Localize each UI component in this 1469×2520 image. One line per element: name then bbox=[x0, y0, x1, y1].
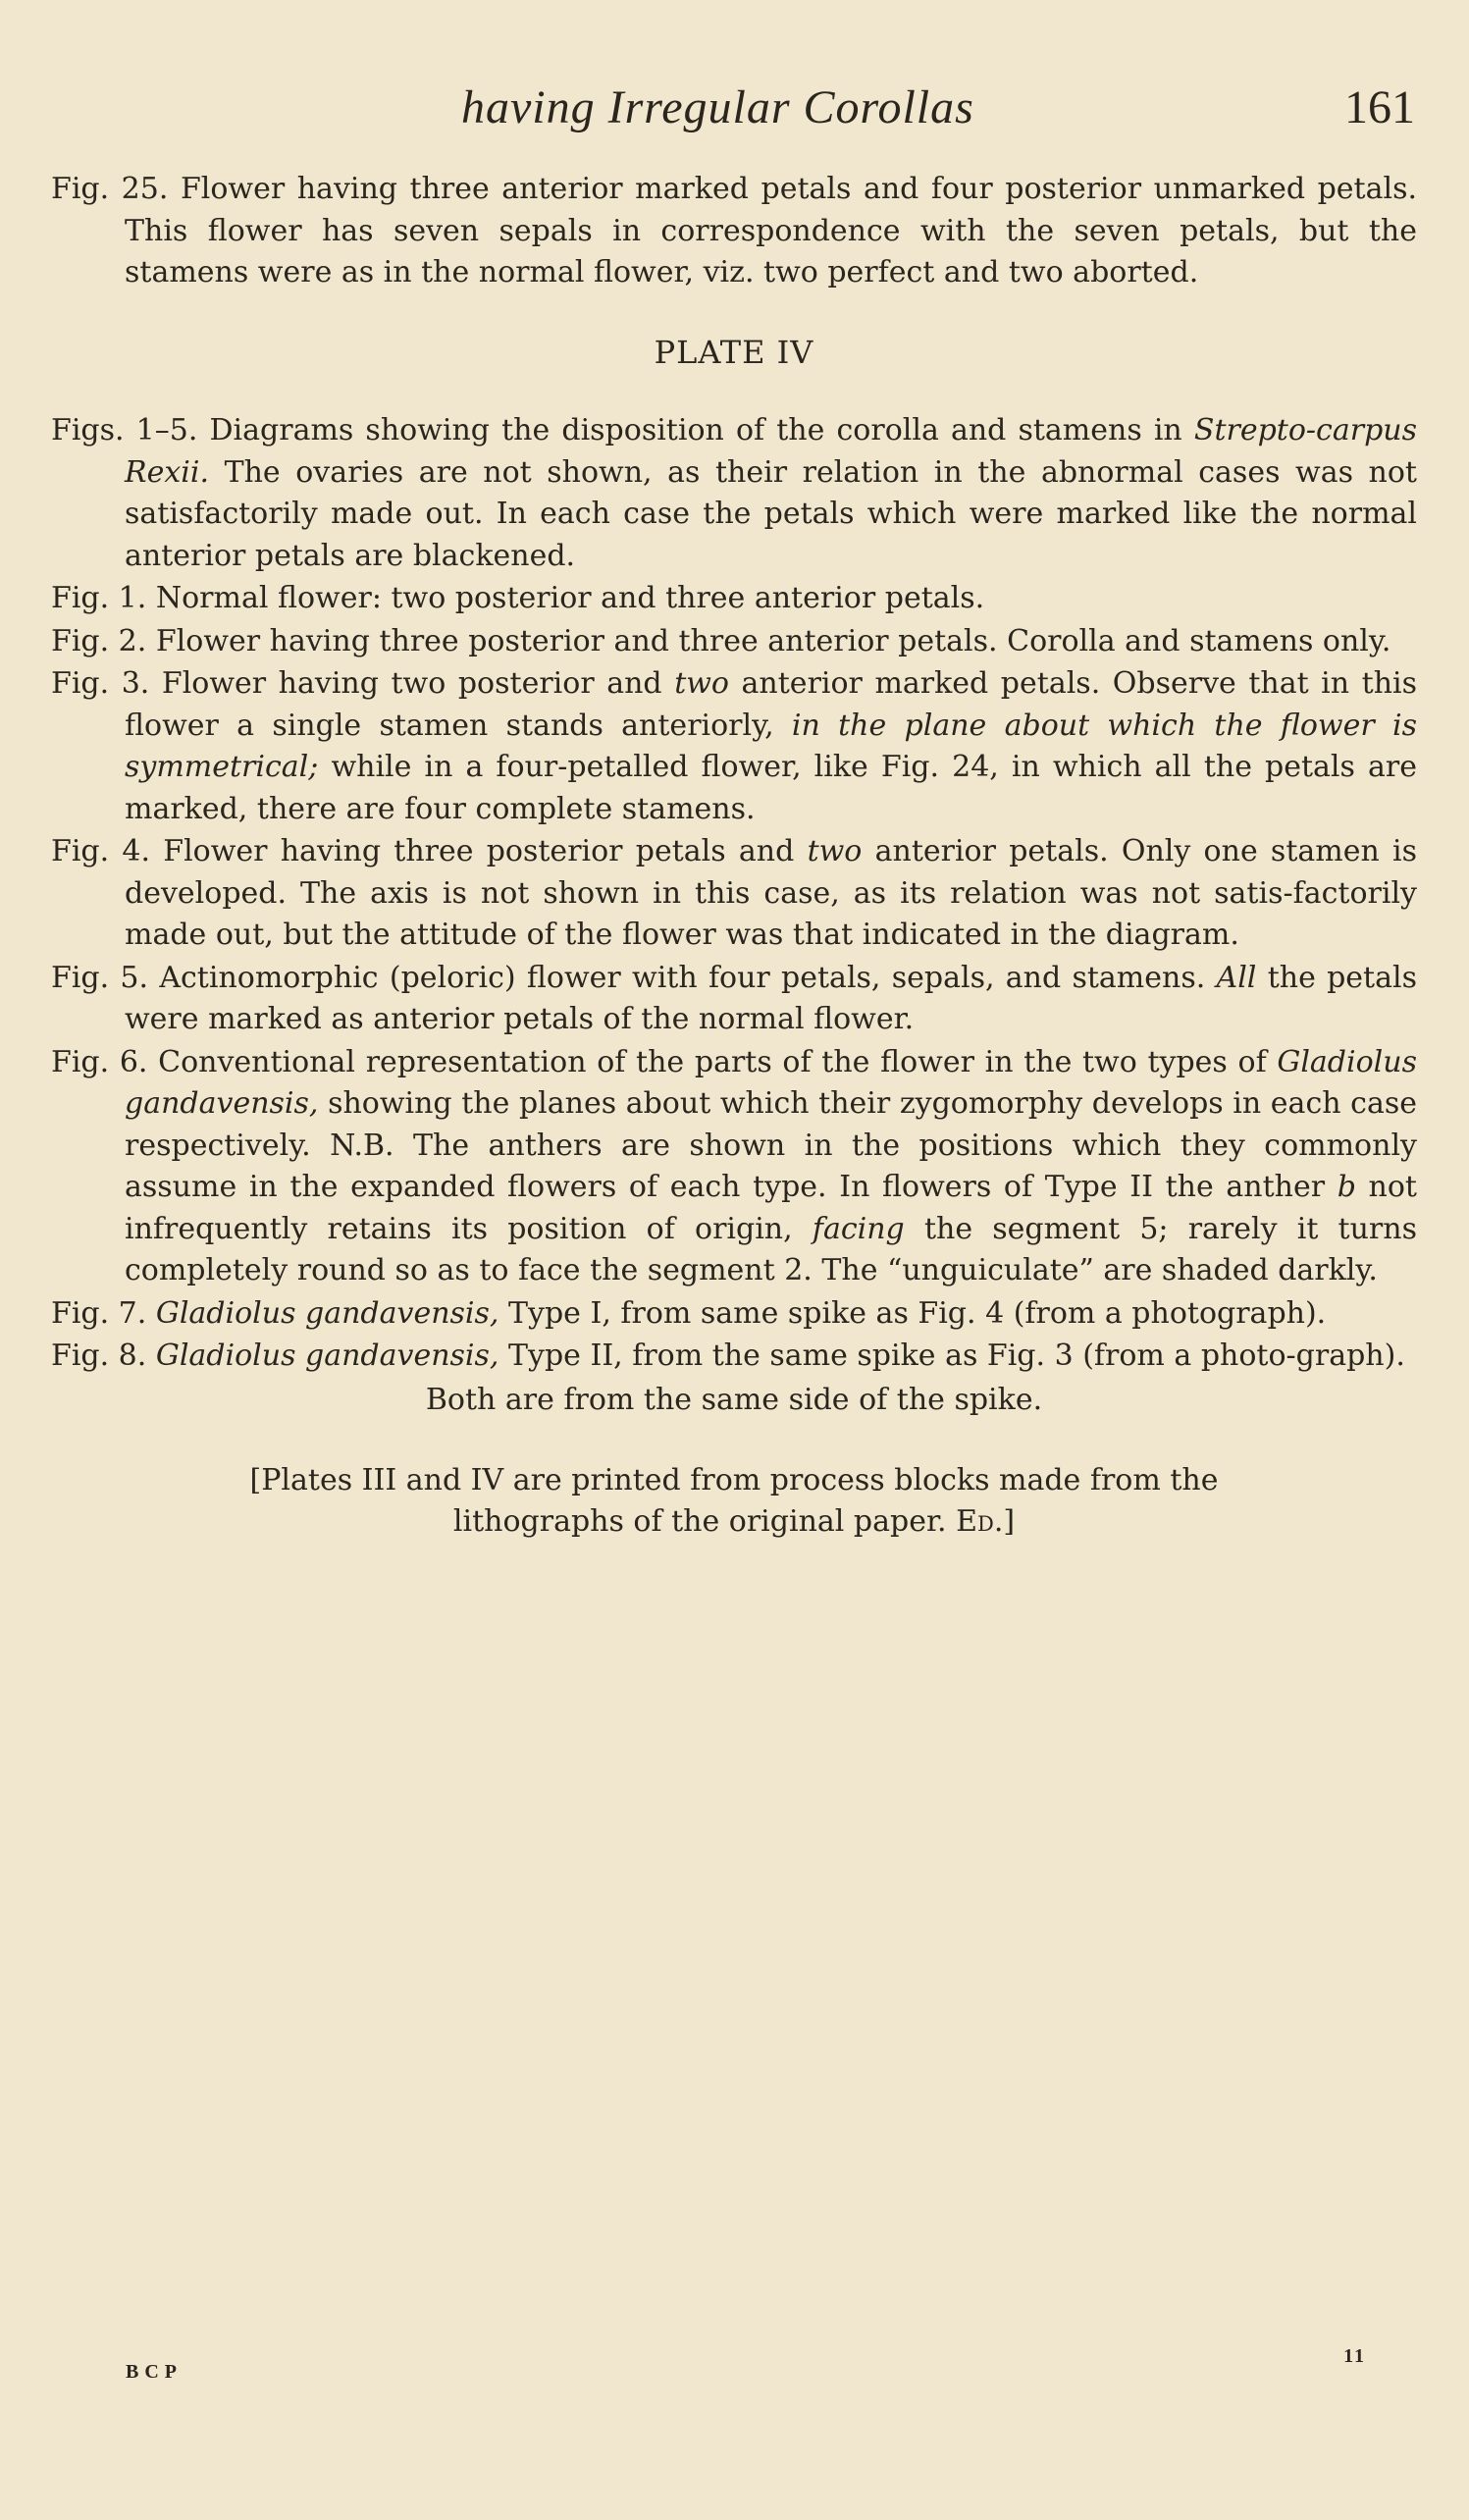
running-title: having Irregular Corollas bbox=[461, 81, 974, 133]
caption-text: Diagrams showing the disposition of the corolla and stamens in bbox=[209, 413, 1182, 447]
figs-1-5-caption bbox=[51, 410, 1417, 577]
fig-7-caption bbox=[51, 1293, 1417, 1336]
editor-note-text: [Plates III and IV are printed from process blocks made from the lithographs of the original paper. bbox=[249, 1463, 1219, 1539]
fig-25-caption bbox=[51, 169, 1417, 294]
fig-label: Fig. 4. bbox=[51, 834, 151, 868]
caption-text: not infrequently retains its position of origin, bbox=[125, 1170, 1417, 1246]
fig-label: Fig. 6. bbox=[51, 1044, 148, 1079]
caption-text: Flower having two posterior and bbox=[161, 666, 662, 701]
emphasis: facing bbox=[812, 1211, 905, 1246]
caption-text: The ovaries are not shown, as their relation in the abnormal cases was not satisfactorily made out. In each case the petals which were marked like the normal anterior petals are blackened. bbox=[125, 454, 1417, 573]
fig-label: Fig. 7. bbox=[51, 1295, 147, 1331]
caption-text: Flower having three posterior petals and bbox=[163, 834, 795, 868]
caption-text: Type I, from same spike as Fig. 4 (from a photograph). bbox=[508, 1295, 1327, 1331]
both-note: Both are from the same side of the spike. bbox=[425, 1382, 1043, 1417]
caption-text: Normal flower: two posterior and three anterior petals. bbox=[155, 581, 985, 615]
caption-text: Flower having three anterior marked petals and four posterior unmarked petals. This flower has seven sepals in correspondence with the seven petals, but the stamens were as in the normal flower, viz. two perfect and two aborted. bbox=[125, 172, 1418, 289]
fig-5-caption bbox=[51, 958, 1417, 1041]
fig-label: Figs. 1–5. bbox=[51, 413, 198, 447]
plate-heading: PLATE IV bbox=[654, 333, 814, 371]
page-number: 161 bbox=[1344, 81, 1415, 133]
caption-text: Flower having three posterior and three anterior petals. Corolla and stamens only. bbox=[155, 623, 1391, 658]
printer-signature: BCP bbox=[126, 2361, 183, 2383]
emphasis: two bbox=[807, 834, 863, 868]
caption-text: Conventional representation of the parts of the flower in the two types of bbox=[158, 1044, 1267, 1079]
caption-text: Actinomorphic (peloric) flower with four petals, sepals, and stamens. bbox=[159, 960, 1206, 995]
emphasis: two bbox=[674, 666, 729, 701]
running-head bbox=[0, 79, 1469, 137]
species-name: Gladiolus gandavensis, bbox=[155, 1295, 499, 1331]
emphasis: b bbox=[1337, 1170, 1356, 1204]
emphasis: in the plane about which the flower is symmetrical; bbox=[125, 708, 1417, 784]
editor-note bbox=[51, 1460, 1417, 1543]
fig-label: Fig. 25. bbox=[51, 172, 169, 206]
caption-text: the petals were marked as anterior petals of the normal flower. bbox=[125, 960, 1417, 1036]
fig-1-caption bbox=[51, 578, 1417, 620]
caption-text: the segment 5; rarely it turns completely round so as to face the segment 2. The “unguiculate” are shaded darkly. bbox=[125, 1211, 1417, 1287]
body-text bbox=[51, 169, 1417, 1572]
fig-2-caption bbox=[51, 621, 1417, 663]
caption-text: anterior marked petals. Observe that in this flower a single stamen stands anteriorly, bbox=[125, 666, 1418, 743]
editor-note-close: ] bbox=[1003, 1504, 1016, 1539]
caption-text: showing the planes about which their zygomorphy develops in each case respectively. N.B. The anthers are shown in the positions which they commonly assume in the expanded flowers of each type. In flowers of Type II the anther bbox=[125, 1086, 1417, 1204]
fig-6-caption bbox=[51, 1042, 1417, 1292]
fig-label: Fig. 2. bbox=[51, 623, 147, 658]
caption-text: while in a four-petalled flower, like Fig. 24, in which all the petals are marked, there are four complete stamens. bbox=[125, 750, 1417, 826]
caption-text: anterior petals. Only one stamen is developed. The axis is not shown in this case, as its relation was not satis-factorily made out, but the attitude of the flower was that indicated in the diagram. bbox=[125, 834, 1418, 952]
species-name: Gladiolus gandavensis, bbox=[125, 1044, 1417, 1121]
editor-mark: Ed. bbox=[956, 1504, 1004, 1539]
caption-text: Type II, from the same spike as Fig. 3 (from a photo-graph). bbox=[508, 1339, 1405, 1373]
fig-4-caption bbox=[51, 831, 1417, 957]
emphasis: All bbox=[1216, 960, 1257, 995]
species-name: Strepto-carpus Rexii. bbox=[125, 413, 1417, 490]
fig-label: Fig. 5. bbox=[51, 960, 149, 995]
fig-label: Fig. 3. bbox=[51, 666, 150, 701]
gathering-mark: 11 bbox=[1343, 2345, 1366, 2367]
fig-label: Fig. 1. bbox=[51, 581, 147, 615]
fig-8-caption bbox=[51, 1336, 1417, 1378]
species-name: Gladiolus gandavensis, bbox=[155, 1339, 499, 1373]
fig-label: Fig. 8. bbox=[51, 1339, 147, 1373]
fig-3-caption bbox=[51, 663, 1417, 830]
